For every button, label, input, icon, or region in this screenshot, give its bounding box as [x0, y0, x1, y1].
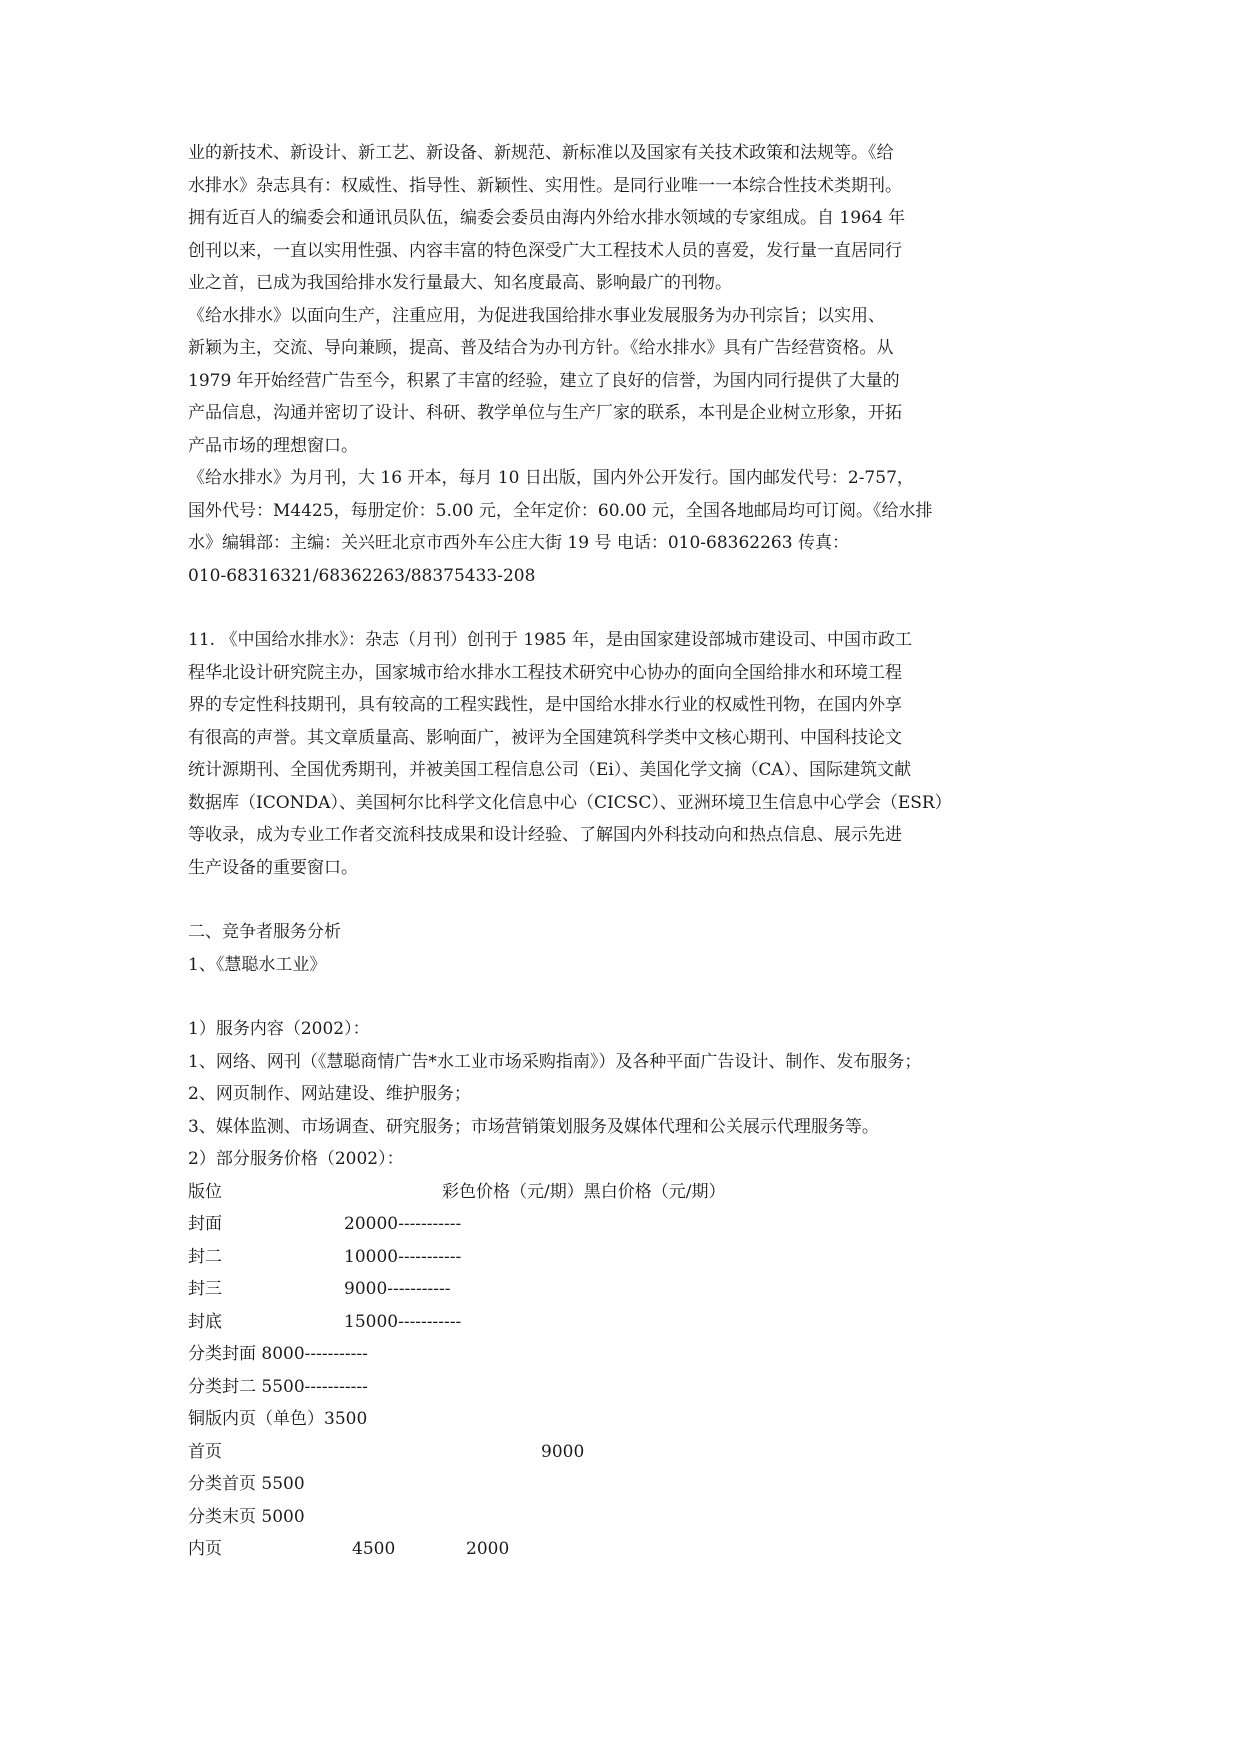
- text-line: 《给水排水》以面向生产，注重应用，为促进我国给排水事业发展服务为办刊宗旨；以实用、: [188, 305, 885, 326]
- section-heading: 二、竞争者服务分析: [188, 922, 341, 942]
- table-row: [188, 1533, 1054, 1566]
- table-row: [188, 1306, 1054, 1339]
- text-line: 11. 《中国给水排水》：杂志（月刊）创刊于 1985 年，是由国家建设部城市建设司、中国市政工: [188, 630, 913, 650]
- column-header: 彩色价格（元/期）黑白价格（元/期）: [442, 1181, 726, 1202]
- text-line: 拥有近百人的编委会和通讯员队伍，编委会委员由海内外给水排水领域的专家组成。自 1964 年: [188, 208, 906, 228]
- table-cell: 分类封面 8000-----------: [188, 1344, 368, 1364]
- text-line: 水》编辑部：主编：关兴旺北京市西外车公庄大街 19 号 电话：010-68362263 传真：: [188, 533, 849, 553]
- text-line: 《给水排水》为月刊，大 16 开本，每月 10 日出版，国内外公开发行。国内邮发代号：2-757，: [188, 468, 914, 488]
- table-row: [188, 1241, 1054, 1274]
- table-cell: 封底: [188, 1311, 222, 1332]
- table-cell: 分类首页 5500: [188, 1474, 305, 1494]
- service-item: 3、媒体监测、市场调查、研究服务；市场营销策划服务及媒体代理和公关展示代理服务等。: [188, 1116, 879, 1137]
- document-page: [188, 137, 1054, 1566]
- table-row: [188, 1468, 1054, 1501]
- table-row: [188, 1338, 1054, 1371]
- text-line: 业的新技术、新设计、新工艺、新设备、新规范、新标准以及国家有关技术政策和法规等。《给: [188, 143, 894, 163]
- table-cell: 2000: [466, 1539, 510, 1559]
- table-cell: 封三: [188, 1279, 222, 1299]
- text-line: 业之首，已成为我国给排水发行量最大、知名度最高、影响最广的刊物。: [188, 273, 732, 293]
- text-line: 程华北设计研究院主办，国家城市给水排水工程技术研究中心协办的面向全国给排水和环境工程: [188, 662, 902, 683]
- price-table: [188, 1176, 1054, 1566]
- text-line: 产品信息，沟通并密切了设计、科研、教学单位与生产厂家的联系，本刊是企业树立形象，开拓: [188, 403, 902, 423]
- spacer: [188, 884, 1054, 916]
- text-line: 国外代号：M4425，每册定价：5.00 元，全年定价：60.00 元，全国各地邮局均可订阅。《给水排: [188, 500, 933, 521]
- text-line: 有很高的声誉。其文章质量高、影响面广，被评为全国建筑科学类中文核心期刊、中国科技论文: [188, 727, 902, 748]
- table-cell: 首页: [188, 1441, 222, 1462]
- table-cell: 封二: [188, 1246, 222, 1267]
- table-cell: 封面: [188, 1214, 222, 1234]
- table-cell: 分类末页 5000: [188, 1506, 305, 1527]
- text-line: 1979 年开始经营广告至今，积累了丰富的经验，建立了良好的信誉，为国内同行提供了大量的: [188, 370, 900, 391]
- table-cell: 铜版内页（单色）3500: [188, 1409, 368, 1429]
- table-cell: 10000-----------: [344, 1246, 462, 1267]
- section-gei-shui-pai-shui: [188, 137, 1054, 592]
- text-line: 010-68316321/68362263/88375433-208: [188, 565, 536, 586]
- spacer: [188, 592, 1054, 624]
- table-row: [188, 1208, 1054, 1241]
- table-cell: 9000: [541, 1441, 585, 1462]
- text-line: 产品市场的理想窗口。: [188, 435, 358, 456]
- table-cell: 4500: [352, 1539, 396, 1559]
- table-row: [188, 1436, 1054, 1469]
- text-line: 水排水》杂志具有：权威性、指导性、新颖性、实用性。是同行业唯一一本综合性技术类期刊。: [188, 175, 902, 196]
- table-row: [188, 1371, 1054, 1404]
- table-cell: 15000-----------: [344, 1311, 462, 1332]
- table-row: [188, 1403, 1054, 1436]
- table-cell: 分类封二 5500-----------: [188, 1376, 368, 1397]
- table-cell: 20000-----------: [344, 1214, 462, 1234]
- column-header: 版位: [188, 1181, 222, 1202]
- subsection-heading: 1、《慧聪水工业》: [188, 954, 327, 975]
- spacer: [188, 981, 1054, 1013]
- table-header-row: [188, 1176, 1054, 1209]
- section-competitor-analysis: [188, 916, 1054, 1566]
- table-cell: 9000-----------: [344, 1279, 451, 1299]
- table-row: [188, 1501, 1054, 1534]
- services-title: 1）服务内容（2002）：: [188, 1019, 370, 1039]
- section-zhongguo-gei-shui-pai-shui: [188, 624, 1054, 884]
- text-line: 数据库（ICONDA）、美国柯尔比科学文化信息中心（CICSC）、亚洲环境卫生信息中心学会（ESR）: [188, 792, 952, 813]
- text-line: 界的专定性科技期刊，具有较高的工程实践性，是中国给水排水行业的权威性刊物，在国内外享: [188, 695, 902, 715]
- prices-title: 2）部分服务价格（2002）：: [188, 1149, 404, 1169]
- table-cell: 内页: [188, 1539, 222, 1559]
- text-line: 创刊以来，一直以实用性强、内容丰富的特色深受广大工程技术人员的喜爱，发行量一直居同行: [188, 240, 902, 261]
- service-item: 1、网络、网刊（《慧聪商情广告*水工业市场采购指南》）及各种平面广告设计、制作、发布服务；: [188, 1051, 922, 1072]
- text-line: 生产设备的重要窗口。: [188, 857, 358, 878]
- service-item: 2、网页制作、网站建设、维护服务；: [188, 1084, 471, 1104]
- text-line: 统计源期刊、全国优秀期刊，并被美国工程信息公司（Ei）、美国化学文摘（CA）、国际建筑文献: [188, 760, 912, 780]
- text-line: 等收录，成为专业工作者交流科技成果和设计经验、了解国内外科技动向和热点信息、展示先进: [188, 825, 902, 845]
- table-row: [188, 1273, 1054, 1306]
- text-line: 新颖为主，交流、导向兼顾，提高、普及结合为办刊方针。《给水排水》具有广告经营资格。从: [188, 338, 894, 358]
